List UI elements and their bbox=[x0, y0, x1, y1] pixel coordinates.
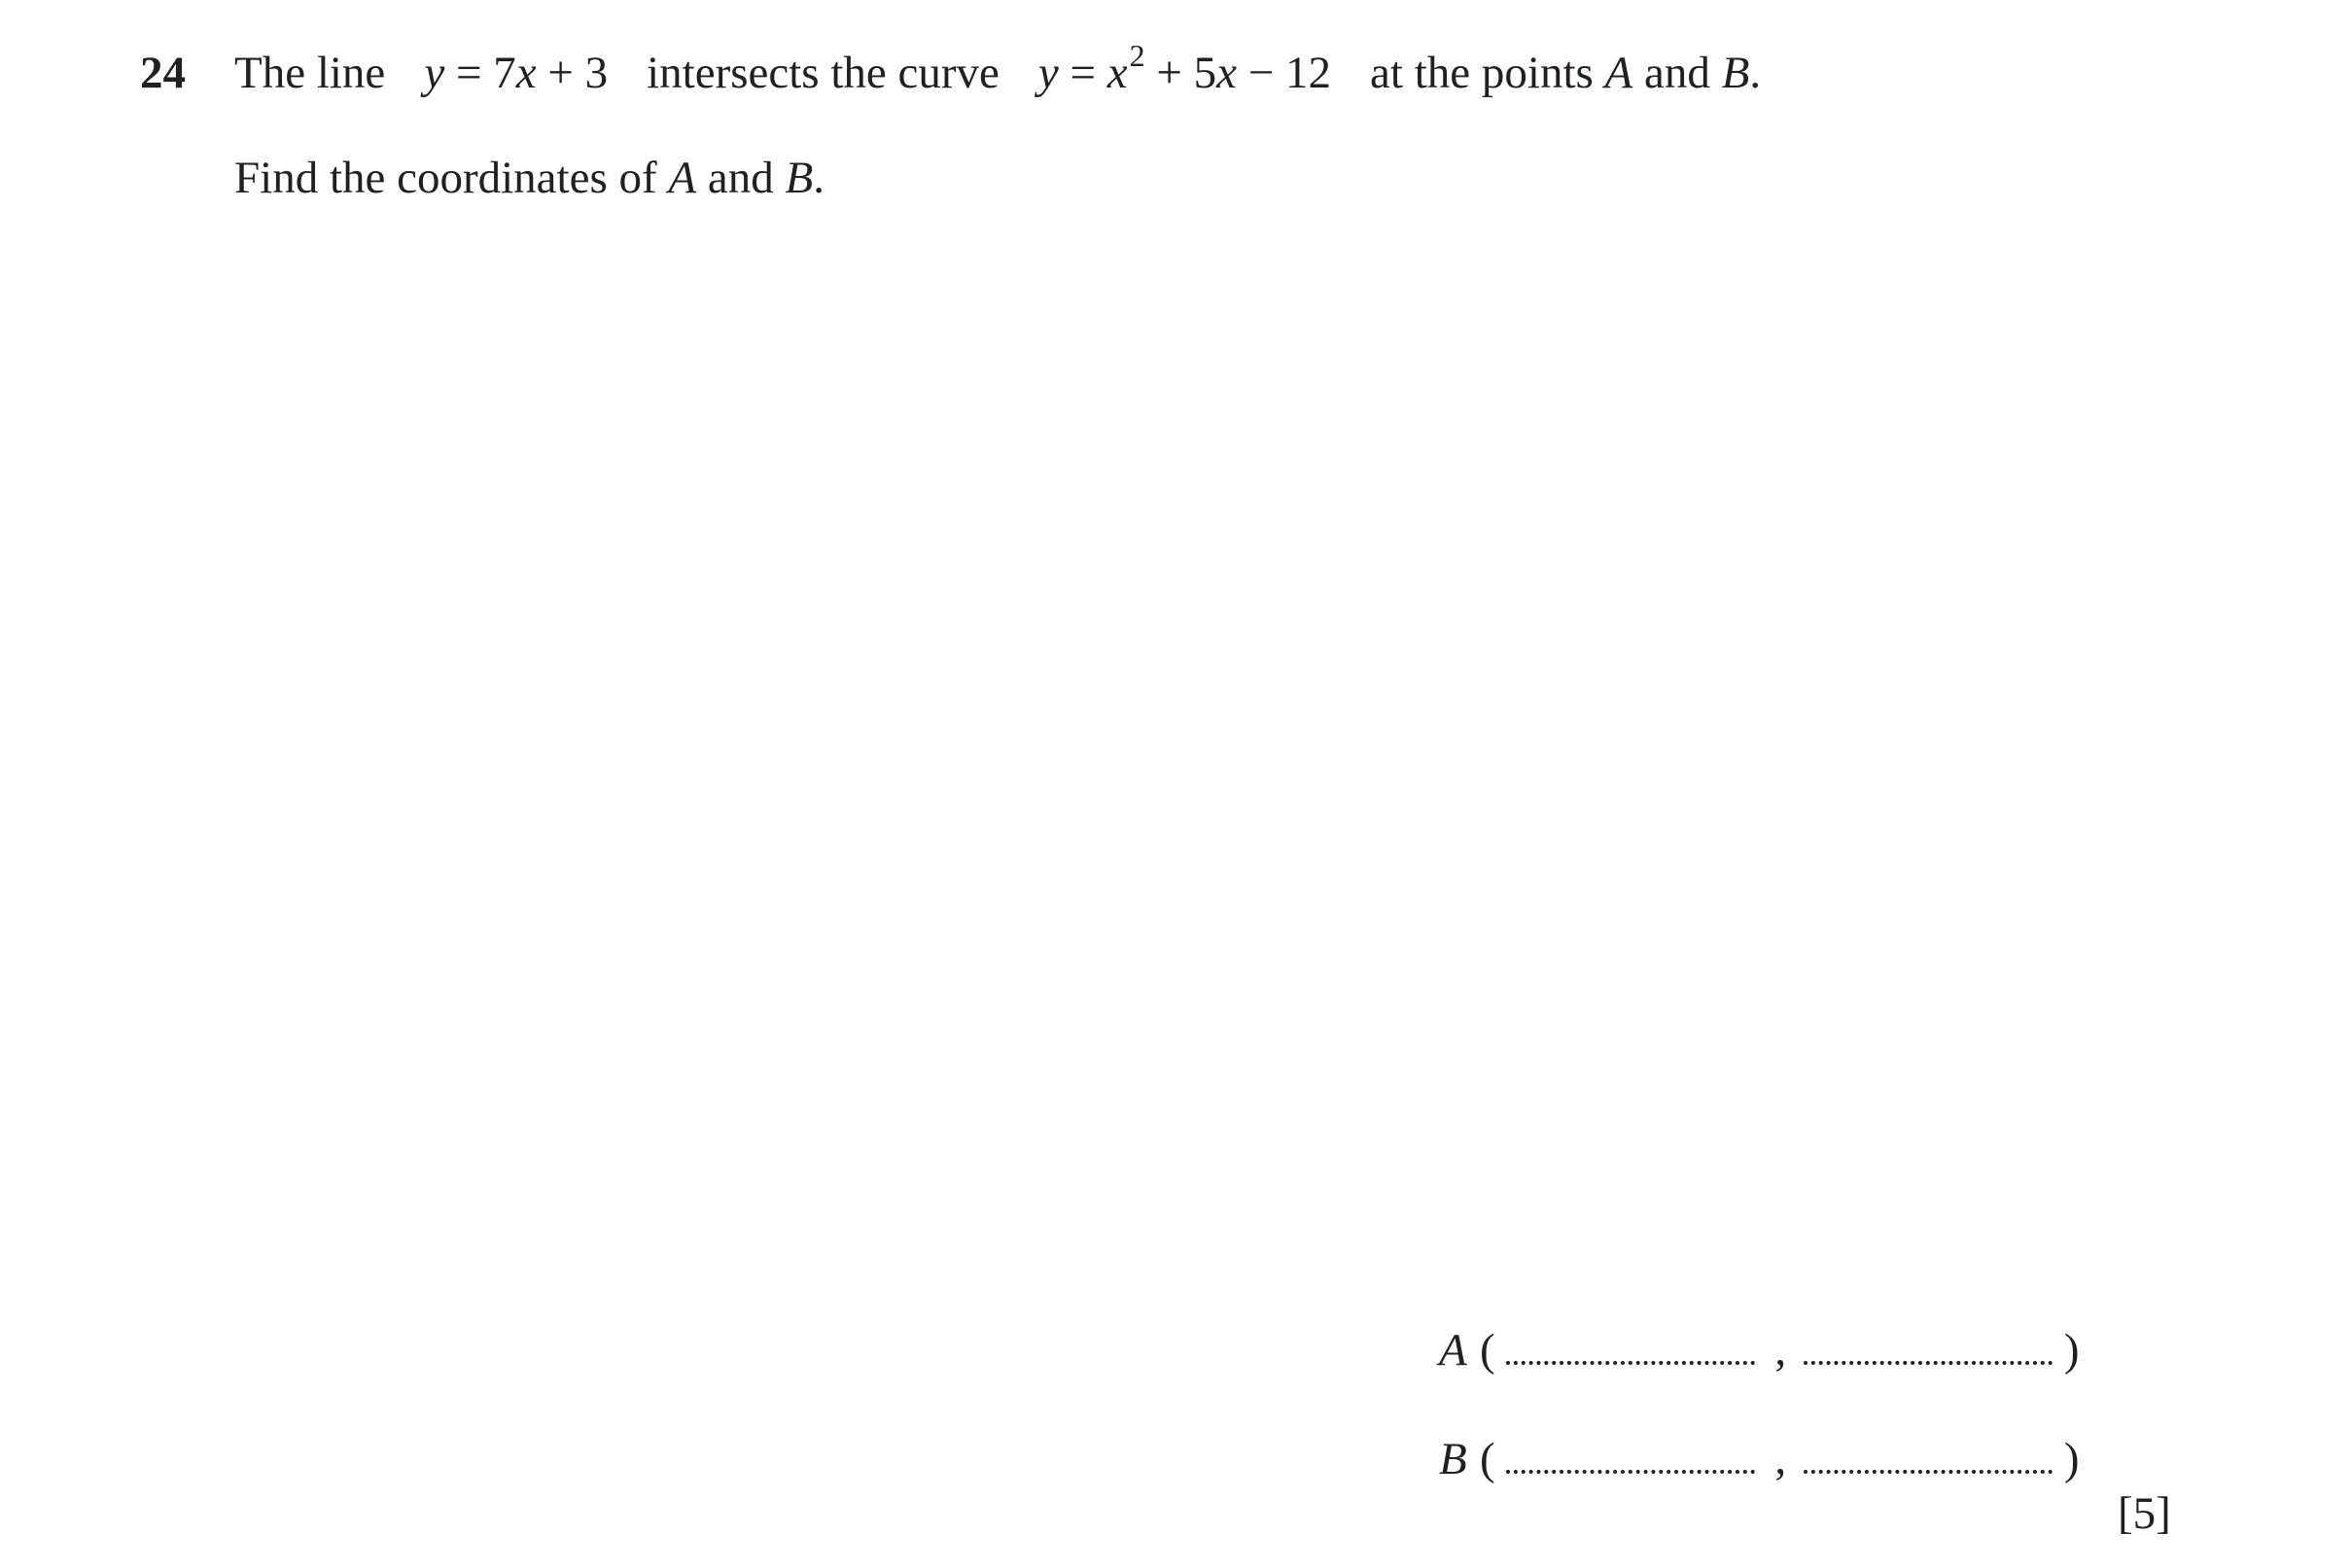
comma: , bbox=[1774, 1434, 1787, 1484]
close-paren: ) bbox=[2063, 1325, 2080, 1376]
question-number: 24 bbox=[140, 48, 186, 98]
answer-label-a: A bbox=[1439, 1325, 1467, 1376]
question-text-line-1: The line y = 7x + 3 intersects the curve $y = x^2 + 5x - 12$ at the points A and B. bbox=[234, 38, 1762, 98]
answer-row-b bbox=[1439, 1429, 2080, 1489]
answer-a-y-field[interactable] bbox=[1804, 1332, 2053, 1365]
question-text-line-2: Find the coordinates of A and B. bbox=[234, 153, 825, 203]
text-the-line: The line bbox=[234, 48, 386, 98]
point-a-label: A bbox=[1604, 48, 1633, 98]
line-equation: y = 7x + 3 bbox=[424, 48, 609, 98]
point-b-label: B bbox=[1721, 48, 1750, 98]
answer-row-a bbox=[1439, 1320, 2080, 1380]
answer-label-b: B bbox=[1439, 1434, 1467, 1484]
text-at-the-points: at the points bbox=[1370, 48, 1605, 98]
marks-allocation: [5] bbox=[2118, 1488, 2171, 1539]
text-intersects-curve: intersects the curve bbox=[647, 48, 1000, 98]
answer-b-x-field[interactable] bbox=[1506, 1441, 1755, 1474]
open-paren: ( bbox=[1480, 1325, 1495, 1376]
close-paren: ) bbox=[2063, 1434, 2080, 1484]
answer-b-y-field[interactable] bbox=[1804, 1441, 2053, 1474]
answer-a-x-field[interactable] bbox=[1506, 1332, 1755, 1365]
curve-equation: $y = x^2 + 5x - 12$ bbox=[1037, 38, 1332, 98]
comma: , bbox=[1774, 1325, 1787, 1376]
open-paren: ( bbox=[1480, 1434, 1495, 1484]
